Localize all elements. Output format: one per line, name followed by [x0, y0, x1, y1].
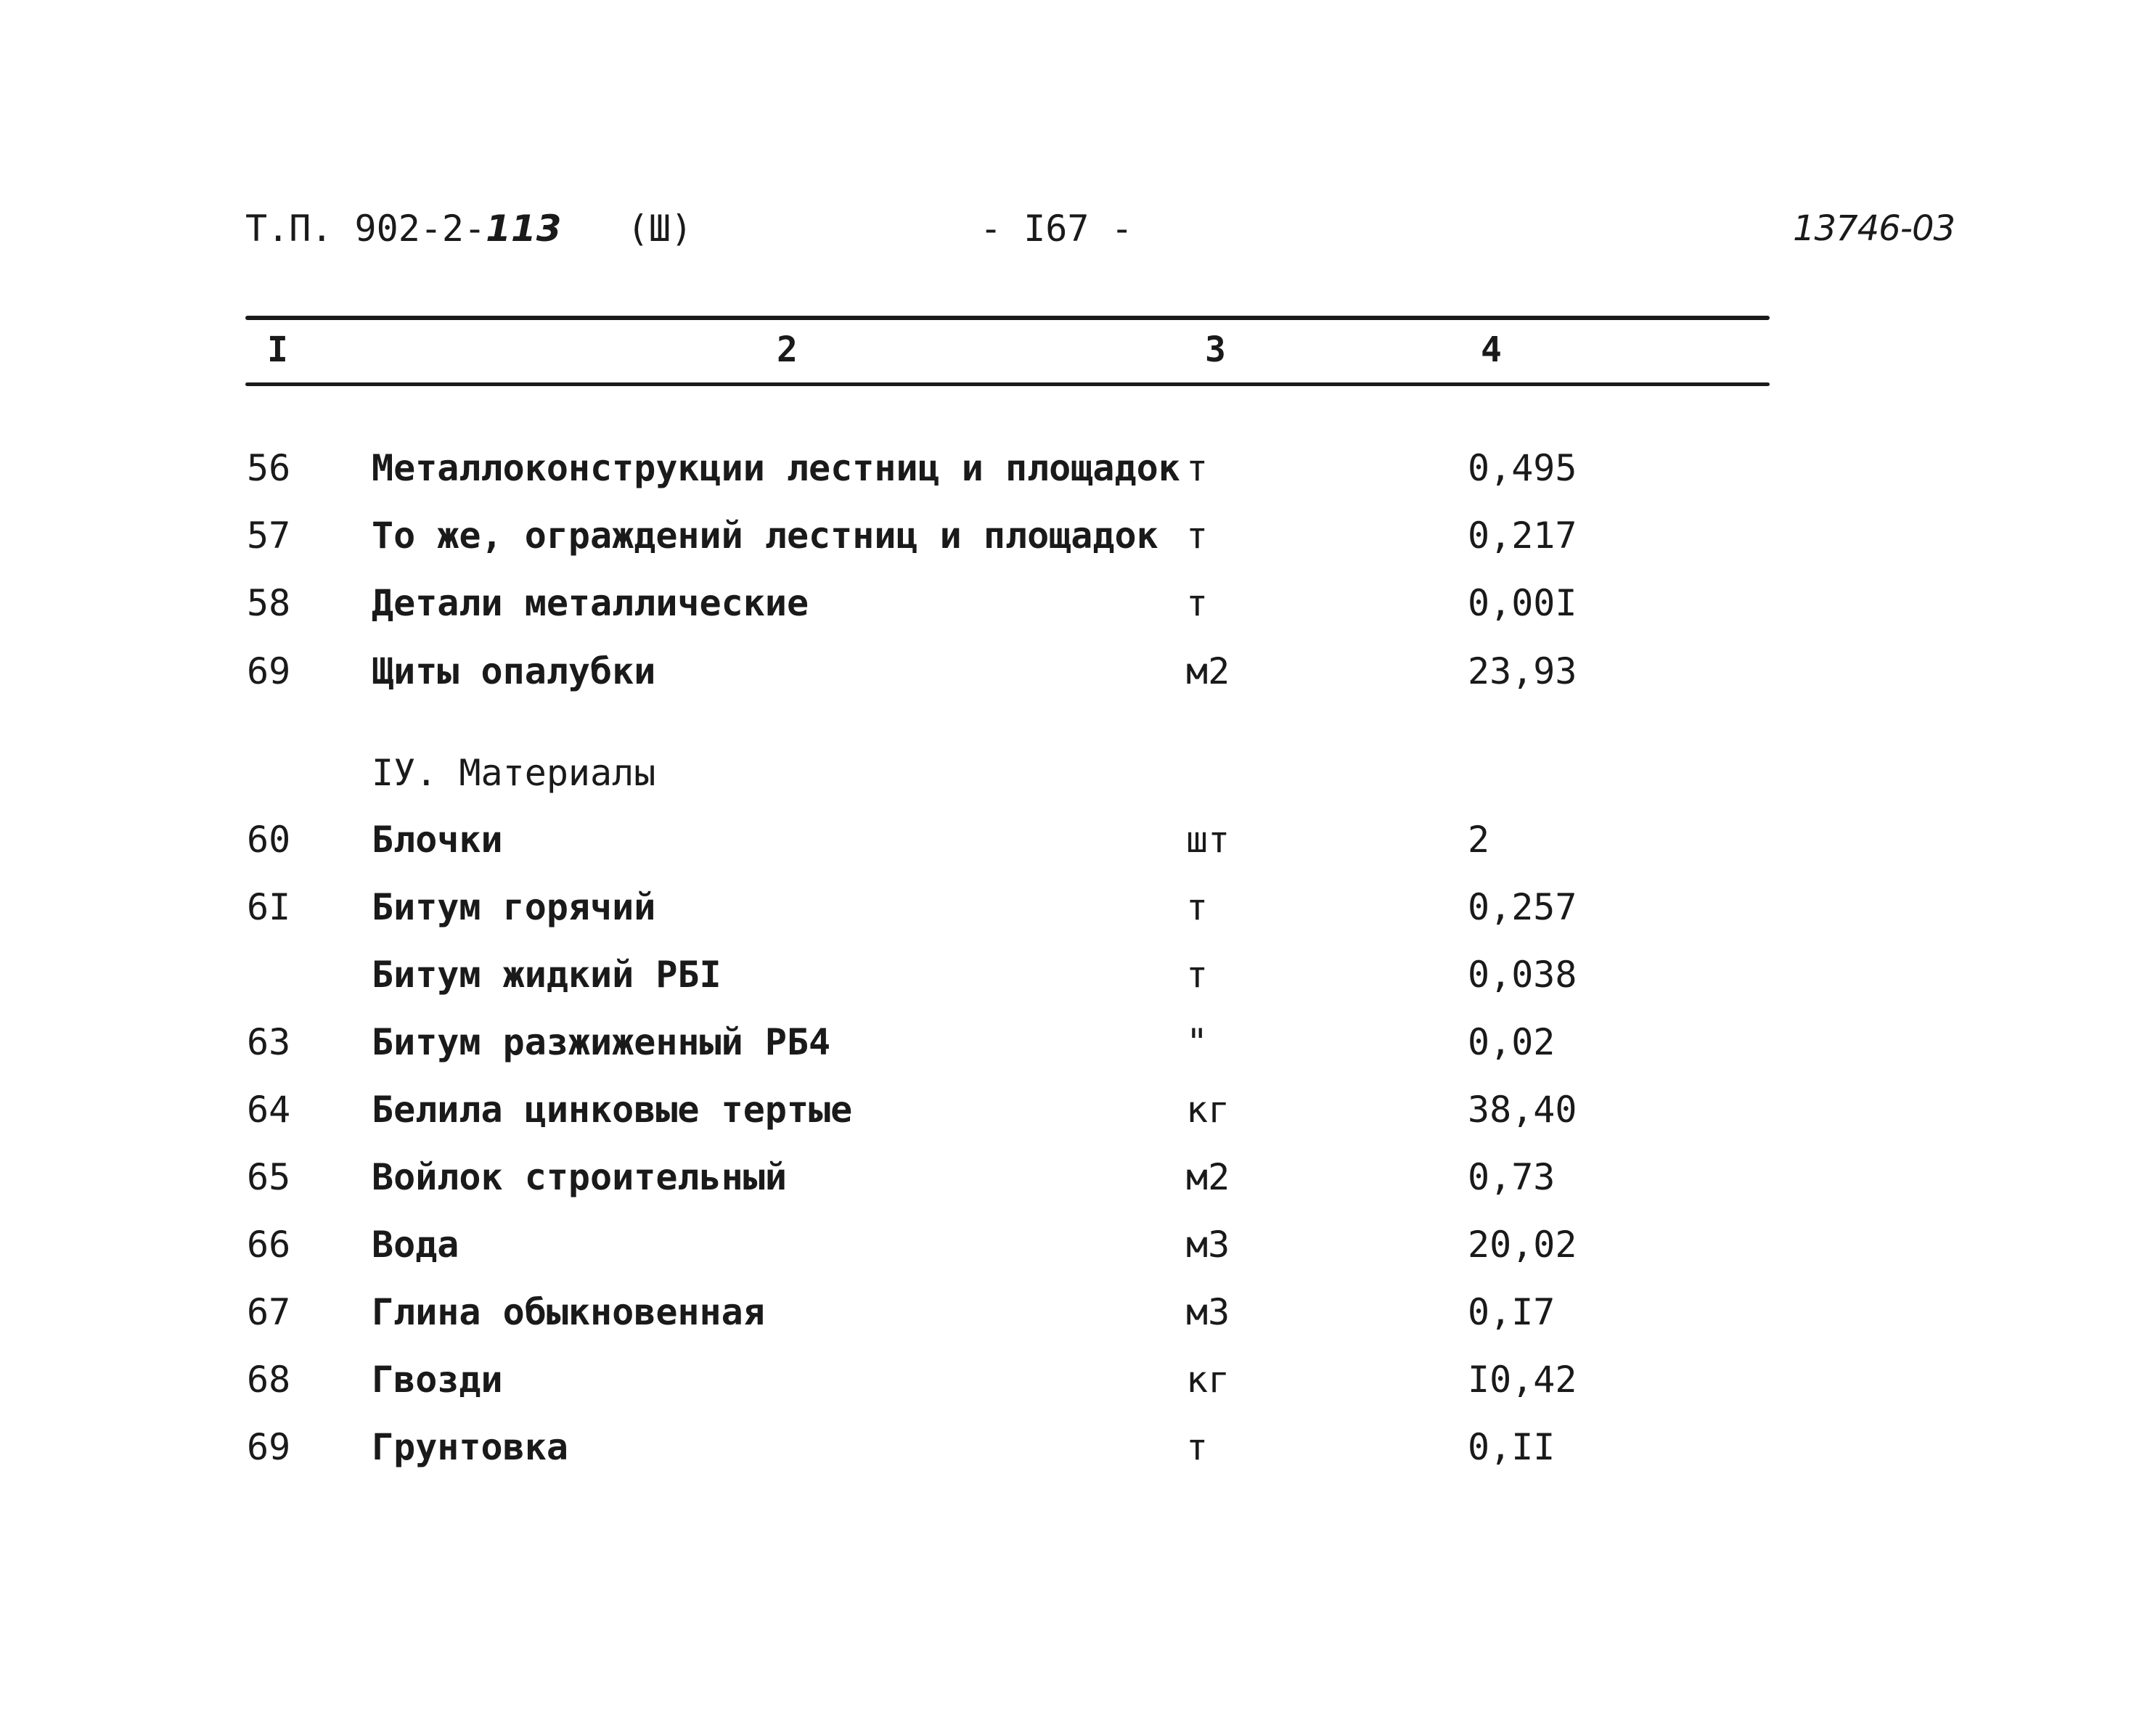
row-number: 63 — [247, 1021, 291, 1063]
row-number: 65 — [247, 1156, 291, 1198]
table-row — [0, 949, 2150, 1000]
row-number: 69 — [247, 1426, 291, 1468]
row-name: То же, ограждений лестниц и площадок — [372, 515, 1158, 557]
row-quantity: 0,038 — [1468, 954, 1577, 996]
row-quantity: 0,I7 — [1468, 1291, 1556, 1333]
row-name: Белила цинковые тертые — [372, 1089, 853, 1131]
table-row — [0, 1152, 2150, 1203]
row-name: Вода — [372, 1224, 459, 1266]
row-number: 64 — [247, 1089, 291, 1131]
table-row — [0, 1084, 2150, 1135]
row-unit: т — [1186, 1426, 1209, 1468]
table-row — [0, 1354, 2150, 1405]
row-number: 58 — [247, 582, 291, 624]
row-unit: т — [1186, 886, 1209, 928]
row-unit: т — [1186, 447, 1209, 489]
table-top-rule — [245, 316, 1770, 320]
column-header-2: 2 — [777, 329, 798, 370]
row-unit: м3 — [1186, 1224, 1230, 1266]
table-row — [0, 1422, 2150, 1473]
section-heading-row — [0, 748, 2150, 798]
row-quantity: 0,495 — [1468, 447, 1577, 489]
row-unit: т — [1186, 515, 1209, 557]
row-name: Грунтовка — [372, 1426, 568, 1468]
row-unit: кг — [1186, 1359, 1230, 1401]
row-quantity: 20,02 — [1468, 1224, 1577, 1266]
row-name: Битум жидкий РБI — [372, 954, 722, 996]
archive-code: 13746-03 — [1793, 208, 1955, 249]
row-quantity: 0,00I — [1468, 582, 1577, 624]
row-unit: т — [1186, 582, 1209, 624]
table-row — [0, 814, 2150, 865]
table-row — [0, 646, 2150, 697]
table-row — [0, 578, 2150, 629]
row-number: 56 — [247, 447, 291, 489]
row-unit: кг — [1186, 1089, 1230, 1131]
section-heading: IУ. Материалы — [372, 752, 656, 794]
row-unit: т — [1186, 954, 1209, 996]
table-row — [0, 1287, 2150, 1338]
row-name: Детали металлические — [372, 582, 809, 624]
page-number: - I67 - — [980, 208, 1133, 250]
row-number: 69 — [247, 650, 291, 692]
row-quantity: 0,02 — [1468, 1021, 1556, 1063]
doc-suffix: (Ш) — [626, 208, 693, 250]
row-number: 67 — [247, 1291, 291, 1333]
doc-handwritten-number: 113 — [486, 208, 562, 250]
row-name: Глина обыкновенная — [372, 1291, 765, 1333]
row-name: Щиты опалубки — [372, 650, 656, 692]
row-quantity: 2 — [1468, 819, 1490, 861]
row-unit: шт — [1186, 819, 1230, 861]
row-number: 60 — [247, 819, 291, 861]
column-header-4: 4 — [1481, 329, 1502, 370]
row-quantity: 38,40 — [1468, 1089, 1577, 1131]
row-unit: м2 — [1186, 1156, 1230, 1198]
row-quantity: 0,II — [1468, 1426, 1556, 1468]
table-row — [0, 1017, 2150, 1068]
row-name: Металлоконструкции лестниц и площадок — [372, 447, 1180, 489]
row-quantity: 23,93 — [1468, 650, 1577, 692]
row-name: Гвозди — [372, 1359, 503, 1401]
doc-prefix: Т.П. 902-2- — [245, 208, 486, 250]
row-name: Битум горячий — [372, 886, 656, 928]
table-row — [0, 1219, 2150, 1270]
document-designation — [245, 207, 692, 250]
row-name: Войлок строительный — [372, 1156, 787, 1198]
row-number: 66 — [247, 1224, 291, 1266]
row-quantity: 0,73 — [1468, 1156, 1556, 1198]
table-row — [0, 510, 2150, 561]
table-row — [0, 443, 2150, 494]
column-header-1: I — [267, 329, 288, 370]
row-name: Блочки — [372, 819, 503, 861]
row-quantity: I0,42 — [1468, 1359, 1577, 1401]
row-number: 68 — [247, 1359, 291, 1401]
row-number: 57 — [247, 515, 291, 557]
row-number: 6I — [247, 886, 291, 928]
table-row — [0, 882, 2150, 933]
table-header-rule — [245, 382, 1770, 386]
row-unit: м3 — [1186, 1291, 1230, 1333]
row-unit: м2 — [1186, 650, 1230, 692]
row-quantity: 0,257 — [1468, 886, 1577, 928]
row-unit: " — [1186, 1021, 1209, 1063]
row-name: Битум разжиженный РБ4 — [372, 1021, 831, 1063]
column-header-3: 3 — [1205, 329, 1226, 370]
row-quantity: 0,217 — [1468, 515, 1577, 557]
